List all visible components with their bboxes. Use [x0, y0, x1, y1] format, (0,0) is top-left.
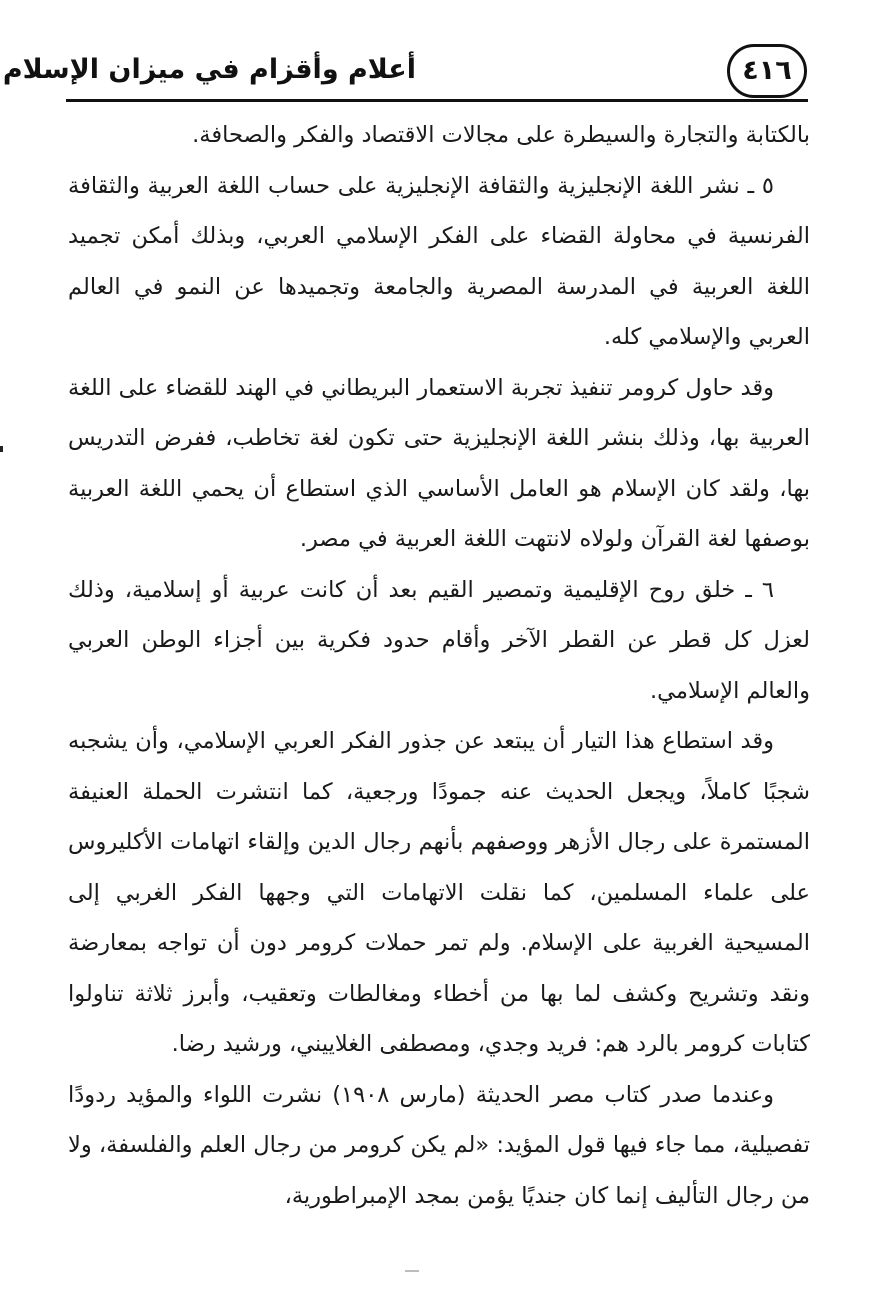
paragraph-6: وعندما صدر كتاب مصر الحديثة (مارس ١٩٠٨) نشرت اللواء والمؤيد ردودًا تفصيلية، مما جاء فيها قول المؤيد: «لم يكن كرومر من رجال العلم والفلسفة، ولا من رجال التأليف إنما كان جنديًا يؤمن بمجد الإمبراطورية، [68, 1081, 810, 1209]
body-text [68, 110, 810, 1221]
page-number: ٤١٦ [742, 55, 792, 86]
paragraph-4: ٦ ـ خلق روح الإقليمية وتمصير القيم بعد أن كانت عربية أو إسلامية، وذلك لعزل كل قطر عن القطر الآخر وأقام حدود فكرية بين أجزاء الوطن العربي والعالم الإسلامي. [68, 576, 810, 704]
paragraph-3: وقد حاول كرومر تنفيذ تجربة الاستعمار البريطاني في الهند للقضاء على اللغة العربية بها، وذلك بنشر اللغة الإنجليزية حتى تكون لغة تخاطب، ففرض التدريس بها، ولقد كان الإسلام هو العامل الأساسي الذي استطاع أن يحمي اللغة العربية بوصفها لغة القرآن ولولاه لانتهت اللغة العربية في مصر. [68, 374, 810, 552]
scan-edge-mark [0, 446, 3, 452]
paragraph-2: ٥ ـ نشر اللغة الإنجليزية والثقافة الإنجليزية على حساب اللغة العربية والثقافة الفرنسية في محاولة القضاء على الفكر الإسلامي العربي، وبذلك أمكن تجميد اللغة العربية في المدرسة المصرية والجامعة وتجميدها عن النمو في العالم العربي والإسلامي كله. [68, 172, 810, 350]
paragraph-5: وقد استطاع هذا التيار أن يبتعد عن جذور الفكر العربي الإسلامي، وأن يشجبه شجبًا كاملاً، ويجعل الحديث عنه جمودًا ورجعية، كما انتشرت الحملة العنيفة المستمرة على رجال الأزهر ووصفهم بأنهم رجال الدين وإلقاء اتهامات الأكليروس على علماء المسلمين، كما نقلت الاتهامات التي وجهها الفكر الغربي إلى المسيحية الغربية على الإسلام. ولم تمر حملات كرومر دون أن تواجه بمعارضة ونقد وتشريح وكشف لما بها من أخطاء ومغالطات وتعقيب، وأبرز ثلاثة تناولوا كتابات كرومر بالرد هم: فريد وجدي، ومصطفى الغلاييني، ورشيد رضا. [68, 728, 810, 1057]
bottom-mark [405, 1270, 419, 1272]
running-title: أعلام وأقزام في ميزان الإسلام [2, 54, 416, 85]
header-rule [66, 99, 808, 102]
paragraph-1: بالكتابة والتجارة والسيطرة على مجالات الاقتصاد والفكر والصحافة. [192, 122, 810, 148]
